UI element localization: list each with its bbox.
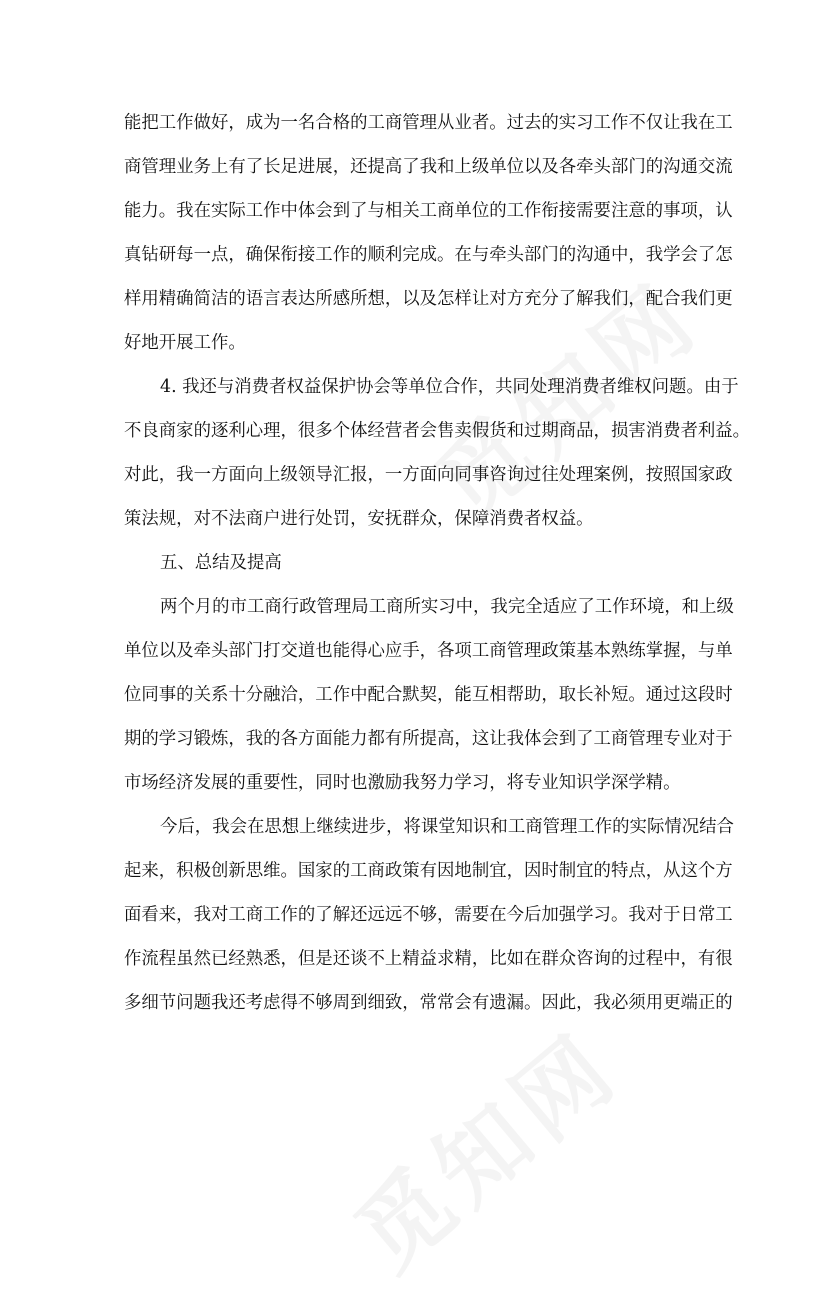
body-text-line: 不良商家的逐利心理，很多个体经营者会售卖假货和过期商品，损害消费者利益。 [124,421,751,441]
watermark [323,997,642,1295]
body-text-line: 能把工作做好，成为一名合格的工商管理从业者。过去的实习工作不仅让我在工 [124,113,733,133]
body-text-line: 单位以及牵头部门打交道也能得心应手，各项工商管理政策基本熟练掌握，与单 [124,641,733,661]
body-text-line: 今后，我会在思想上继续进步，将课堂知识和工商管理工作的实际情况结合 [160,817,734,837]
body-text-line: 样用精确简洁的语言表达所感所想，以及怎样让对方充分了解我们，配合我们更 [124,289,733,309]
body-text-line: 位同事的关系十分融洽，工作中配合默契，能互相帮助，取长补短。通过这段时 [124,685,733,705]
body-text-line: 商管理业务上有了长足进展，还提高了我和上级单位以及各牵头部门的沟通交流 [124,157,733,177]
body-text-line: 好地开展工作。 [124,333,246,353]
section-heading: 五、总结及提高 [160,553,282,573]
body-text-line: 4. 我还与消费者权益保护协会等单位合作，共同处理消费者维权问题。由于 [160,377,739,397]
body-text-line: 作流程虽然已经熟悉，但是还谈不上精益求精，比如在群众咨询的过程中，有很 [124,949,733,969]
body-text-line: 多细节问题我还考虑得不够周到细致，常常会有遗漏。因此，我必须用更端正的 [124,993,733,1013]
body-text-line: 市场经济发展的重要性，同时也激励我努力学习，将专业知识学深学精。 [124,773,681,793]
body-text-line: 能力。我在实际工作中体会到了与相关工商单位的工作衔接需要注意的事项，认 [124,201,733,221]
body-text-line: 起来，积极创新思维。国家的工商政策有因地制宜，因时制宜的特点，从这个方 [124,861,733,881]
body-text-line: 真钻研每一点，确保衔接工作的顺利完成。在与牵头部门的沟通中，我学会了怎 [124,245,733,265]
body-text-line: 期的学习锻炼，我的各方面能力都有所提高，这让我体会到了工商管理专业对于 [124,729,733,749]
body-text-line: 对此，我一方面向上级领导汇报，一方面向同事咨询过往处理案例，按照国家政 [124,465,733,485]
body-text-line: 面看来，我对工商工作的了解还远远不够，需要在今后加强学习。我对于日常工 [124,905,733,925]
body-text-line: 两个月的市工商行政管理局工商所实习中，我完全适应了工作环境，和上级 [160,597,734,617]
body-text-line: 策法规，对不法商户进行处罚，安抚群众，保障消费者权益。 [124,509,594,529]
